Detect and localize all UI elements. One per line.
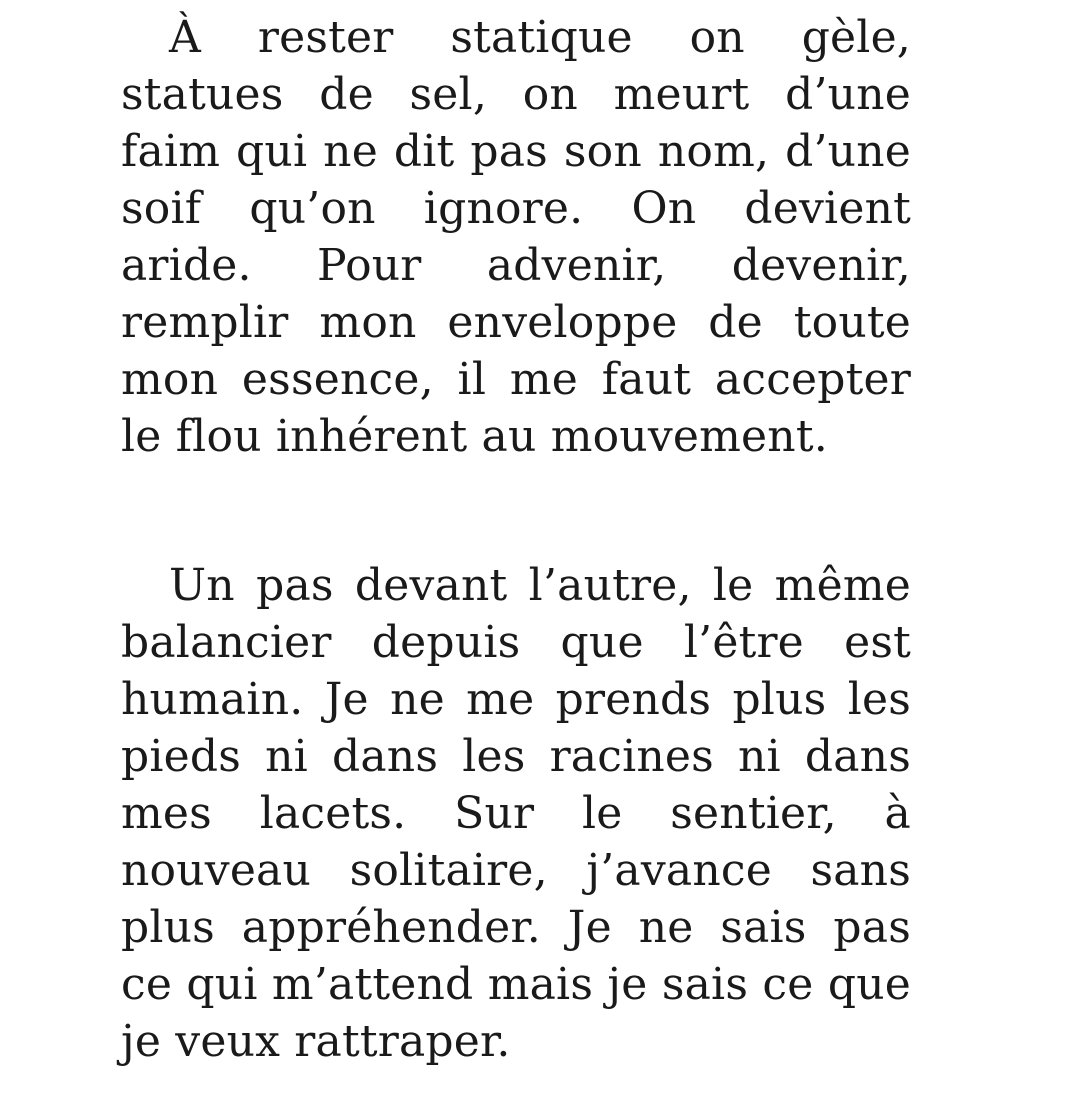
paragraph-1: À rester statique on gèle, statues de sel, on meurt d’une faim qui ne dit pas son nom, d’une soif qu’on ignore. On devient aride. Pour advenir, devenir, remplir mon enveloppe de toute mon essence, il me faut accepter le flou inhérent au mouvement. [121,12,911,462]
reader-page[interactable] [121,0,911,1120]
paragraph-2: Un pas devant l’autre, le même balancier depuis que l’être est humain. Je ne me prends plus les pieds ni dans les racines ni dans mes lacets. Sur le sentier, à nouveau solitaire, j’avance sans plus appréhender. Je ne sais pas ce qui m’attend mais je sais ce que je veux rattraper. [121,560,911,1067]
